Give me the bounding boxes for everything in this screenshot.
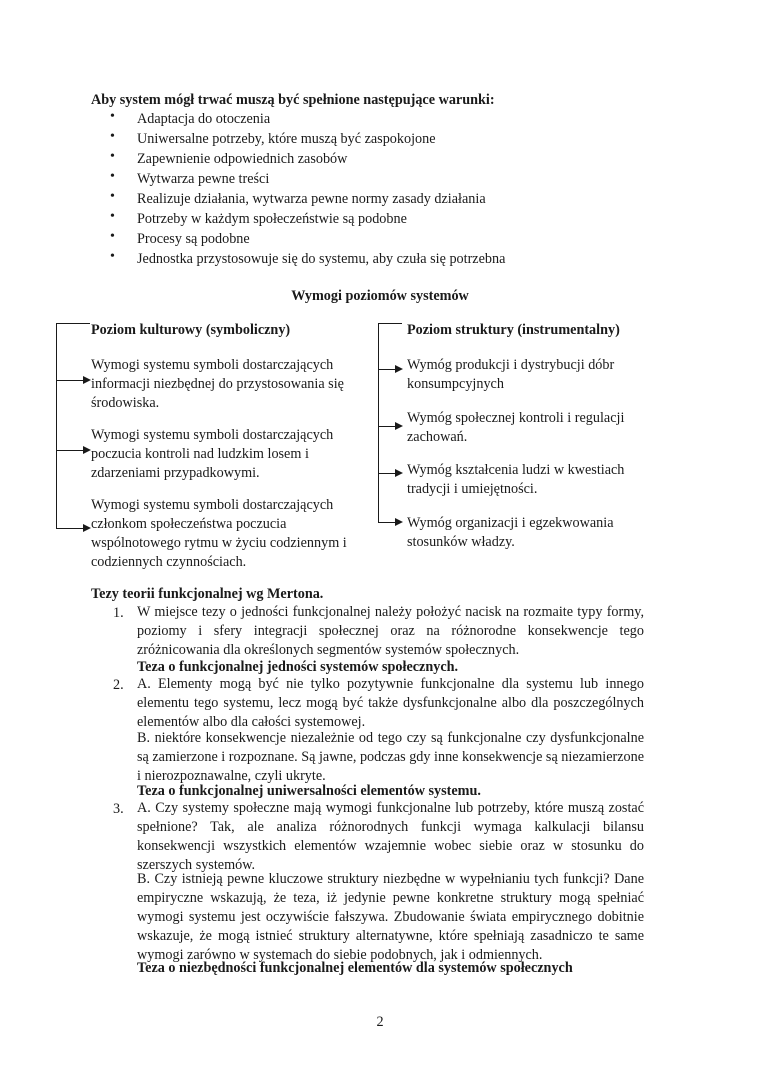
thesis-paragraph: B. Czy istnieją pewne kluczowe struktury niezbędne w wypełnianiu tych funkcji? Dane empiryczne wskazują, że teza, iż jedynie pewne konkretne struktury mogą spełniać wymogi systemu jest oczywiście fałszywa. Zbudowanie świata empirycznego dobitnie wskazuje, że mogą istnieć struktury alternatywne, które spełniają zasadniczo te same wymogi zarówno w systemach do siebie podobnych, jak i odmiennych.	[137, 871, 644, 963]
thesis-paragraph: A. Czy systemy społeczne mają wymogi funkcjonalne lub potrzeby, które muszą zostać spełnione? Tak, ale analiza różnorodnych funkcji wymaga kalkulacji bilansu konsekwencji wszystkich elementów wzajemnie wobec siebie oraz w stosunku do szerszych systemów.	[137, 800, 644, 873]
connector-line	[56, 528, 84, 529]
connector-line	[56, 380, 84, 381]
list-item: Potrzeby w każdym społeczeństwie są podobne	[137, 211, 407, 227]
bracket-top-line	[56, 323, 90, 324]
cultural-item: Wymogi systemu symboli dostarczających informacji niezbędnej do przystosowania się środowiska.	[91, 357, 344, 411]
structural-item: Wymóg produkcji i dystrybucji dóbr konsumpcyjnych	[407, 357, 615, 392]
arrow-right-icon	[395, 518, 403, 526]
list-item: Procesy są podobne	[137, 231, 250, 247]
thesis-statement: Teza o funkcjonalnej uniwersalności elementów systemu.	[137, 783, 481, 799]
list-number: 1.	[113, 605, 124, 621]
cultural-item: Wymogi systemu symboli dostarczających poczucia kontroli nad ludzkim losem i zdarzeniami przypadkowymi.	[91, 427, 334, 481]
list-item: Uniwersalne potrzeby, które muszą być zaspokojone	[137, 131, 436, 147]
list-item: Jednostka przystosowuje się do systemu, aby czuła się potrzebna	[137, 251, 506, 267]
connector-line	[378, 522, 396, 523]
bracket-vertical-line	[378, 323, 379, 523]
thesis-statement: Teza o niezbędności funkcjonalnej elementów dla systemów społecznych	[137, 960, 573, 976]
bullet-icon: •	[110, 229, 115, 244]
theses-heading: Tezy teorii funkcjonalnej wg Mertona.	[91, 586, 324, 602]
arrow-right-icon	[395, 469, 403, 477]
connector-line	[56, 450, 84, 451]
bullet-icon: •	[110, 129, 115, 144]
thesis-statement: Teza o funkcjonalnej jedności systemów społecznych.	[137, 659, 459, 675]
structural-item: Wymóg społecznej kontroli i regulacji zachowań.	[407, 410, 625, 445]
list-item: Adaptacja do otoczenia	[137, 111, 271, 127]
bullet-icon: •	[110, 149, 115, 164]
thesis-paragraph: A. Elementy mogą być nie tylko pozytywnie funkcjonalne dla systemu lub innego elementu tego systemu, lecz mogą być także dysfunkcjonalne albo dla poszczególnych elementów albo dla całości systemowej.	[137, 676, 644, 730]
list-item: Zapewnienie odpowiednich zasobów	[137, 151, 348, 167]
arrow-right-icon	[395, 422, 403, 430]
arrow-right-icon	[83, 446, 91, 454]
list-item: Wytwarza pewne treści	[137, 171, 270, 187]
bullet-icon: •	[110, 189, 115, 204]
thesis-paragraph: B. niektóre konsekwencje niezależnie od tego czy są funkcjonalne czy dysfunkcjonalne są zamierzone i rozpoznane. Są jawne, podczas gdy inne konsekwencje są niezamierzone i nierozpoznawalne, czyli ukryte.	[137, 730, 644, 784]
structural-item: Wymóg kształcenia ludzi w kwestiach tradycji i umiejętności.	[407, 462, 625, 497]
cultural-item: Wymogi systemu symboli dostarczających członkom społeczeństwa poczucia wspólnotowego rytmu w życiu codziennym i codziennych czynnościach.	[91, 497, 347, 570]
arrow-right-icon	[83, 524, 91, 532]
list-number: 3.	[113, 801, 124, 817]
arrow-right-icon	[83, 376, 91, 384]
bracket-vertical-line	[56, 323, 57, 529]
structural-heading: Poziom struktury (instrumentalny)	[407, 322, 620, 338]
page-number: 2	[376, 1014, 384, 1030]
connector-line	[378, 369, 396, 370]
bullet-icon: •	[110, 209, 115, 224]
thesis-paragraph: W miejsce tezy o jedności funkcjonalnej należy położyć nacisk na rozmaite typy formy, poziomy i sfery integracji społecznej oraz na różnorodne konsekwencje tego zróżnicowania dla określonych segmentów systemów społecznych.	[137, 604, 644, 658]
list-number: 2.	[113, 677, 124, 693]
bracket-top-line	[378, 323, 402, 324]
cultural-heading: Poziom kulturowy (symboliczny)	[91, 322, 291, 338]
bullet-icon: •	[110, 109, 115, 124]
levels-title: Wymogi poziomów systemów	[291, 288, 469, 304]
bullet-icon: •	[110, 249, 115, 264]
bullet-icon: •	[110, 169, 115, 184]
structural-item: Wymóg organizacji i egzekwowania stosunków władzy.	[407, 515, 614, 550]
arrow-right-icon	[395, 365, 403, 373]
connector-line	[378, 426, 396, 427]
connector-line	[378, 473, 396, 474]
conditions-heading: Aby system mógł trwać muszą być spełnione następujące warunki:	[91, 92, 495, 108]
list-item: Realizuje działania, wytwarza pewne normy zasady działania	[137, 191, 486, 207]
